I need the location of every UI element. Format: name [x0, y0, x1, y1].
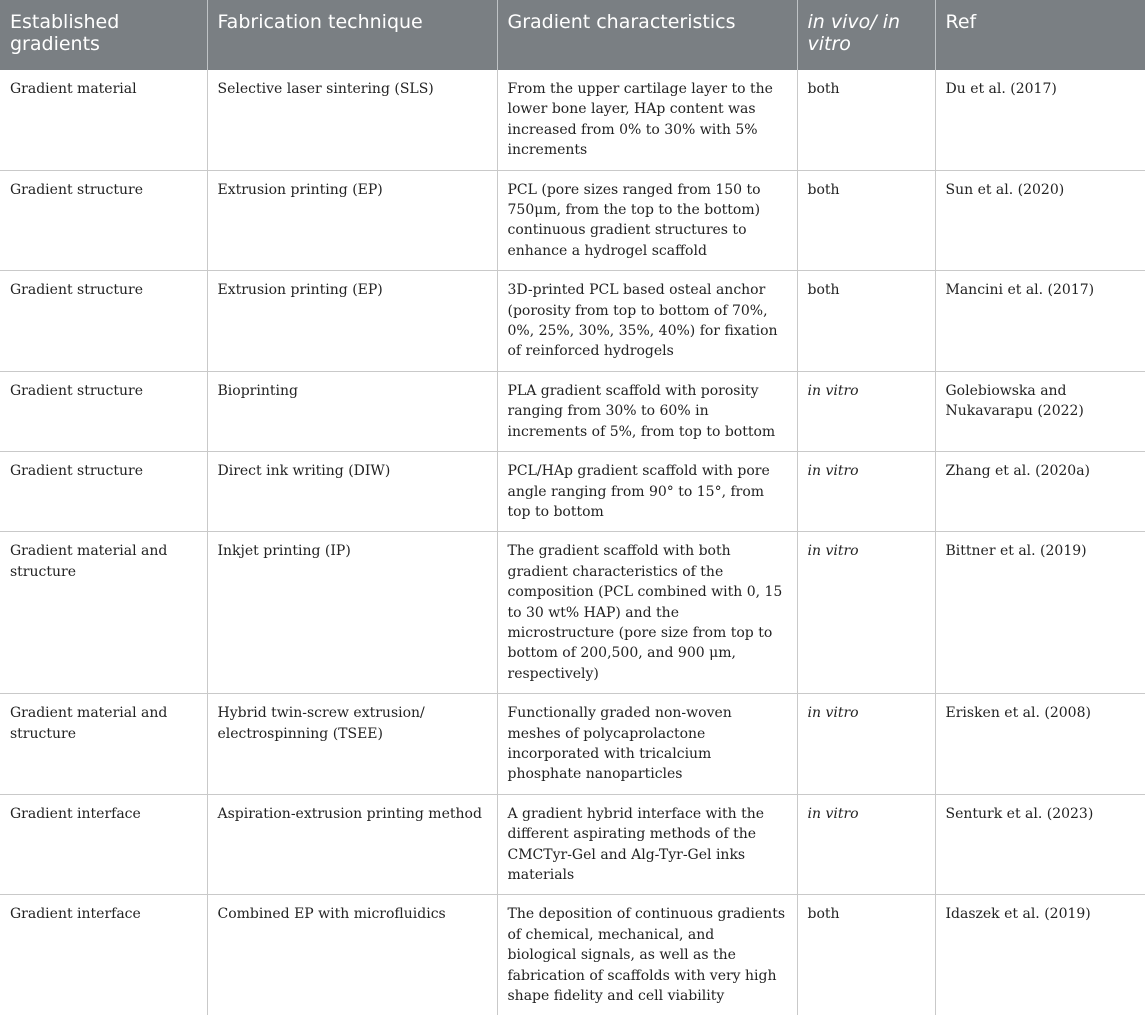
cell-gradient: Gradient material	[0, 70, 207, 170]
table-row	[0, 271, 1145, 372]
cell-gradient: Gradient interface	[10, 906, 141, 923]
cell-characteristics: A gradient hybrid interface with the different aspirating methods of the CMCTyr-Gel and Alg-Tyr-Gel inks materials	[497, 794, 797, 895]
cell-ref: Zhang et al. (2020a)	[935, 452, 1145, 532]
cell-gradient: Gradient material and structure	[0, 694, 207, 795]
table-row	[0, 452, 1145, 532]
header-in-vivo-in-vitro: in vivo/ in vitro	[797, 0, 935, 70]
table-row	[0, 170, 1145, 271]
cell-characteristics: From the upper cartilage layer to the lower bone layer, HAp content was increased from 0% to 30% with 5% increments	[497, 70, 797, 170]
table-row	[0, 532, 1145, 694]
cell-model: both	[797, 895, 935, 1015]
table-row	[0, 794, 1145, 895]
cell-technique: Hybrid twin-screw extrusion/ electrospinning (TSEE)	[207, 694, 497, 795]
cell-model: both	[797, 70, 935, 170]
table-header-row	[0, 0, 1145, 70]
cell-model: both	[797, 170, 935, 271]
cell-ref: Mancini et al. (2017)	[935, 271, 1145, 372]
header-established-gradients: Established gradients	[0, 0, 207, 70]
header-gradient-characteristics: Gradient characteristics	[497, 0, 797, 70]
cell-ref: Bittner et al. (2019)	[935, 532, 1145, 694]
cell-technique: Bioprinting	[207, 371, 497, 451]
cell-gradient: Gradient structure	[0, 271, 207, 372]
cell-technique: Aspiration-extrusion printing method	[207, 794, 497, 895]
cell-model: both	[797, 271, 935, 372]
cell-ref: Idaszek et al. (2019)	[935, 895, 1145, 1015]
cell-model: in vitro	[797, 371, 935, 451]
table-row	[0, 895, 1145, 1015]
cell-technique: Selective laser sintering (SLS)	[207, 70, 497, 170]
cell-model: in vitro	[797, 452, 935, 532]
cell-characteristics: PCL/HAp gradient scaffold with pore angle ranging from 90° to 15°, from top to bottom	[497, 452, 797, 532]
cell-ref: Du et al. (2017)	[935, 70, 1145, 170]
cell-characteristics: PCL (pore sizes ranged from 150 to 750μm, from the top to the bottom) continuous gradient structures to enhance a hydrogel scaffold	[497, 170, 797, 271]
cell-gradient: Gradient structure	[0, 452, 207, 532]
cell-technique: Extrusion printing (EP)	[207, 170, 497, 271]
cell-gradient: Gradient interface	[0, 794, 207, 895]
table-row	[0, 70, 1145, 170]
cell-ref: Senturk et al. (2023)	[935, 794, 1145, 895]
cell-gradient: Gradient structure	[0, 170, 207, 271]
header-ref: Ref	[935, 0, 1145, 70]
cell-characteristics: PLA gradient scaffold with porosity ranging from 30% to 60% in increments of 5%, from top to bottom	[497, 371, 797, 451]
table-row	[0, 371, 1145, 451]
cell-model: in vitro	[797, 794, 935, 895]
cell-characteristics: The gradient scaffold with both gradient characteristics of the composition (PCL combined with 0, 15 to 30 wt% HAP) and the microstructure (pore size from top to bottom of 200,500, and 900 μm, respectively)	[497, 532, 797, 694]
cell-technique: Extrusion printing (EP)	[207, 271, 497, 372]
cell-gradient: Gradient structure	[0, 371, 207, 451]
cell-characteristics: The deposition of continuous gradients of chemical, mechanical, and biological signals, as well as the fabrication of scaffolds with very high shape fidelity and cell viability	[497, 895, 797, 1015]
header-fabrication-technique: Fabrication technique	[207, 0, 497, 70]
cell-technique: Inkjet printing (IP)	[207, 532, 497, 694]
cell-ref: Sun et al. (2020)	[935, 170, 1145, 271]
cell-gradient: Gradient material and structure	[0, 532, 207, 694]
cell-technique: Direct ink writing (DIW)	[207, 452, 497, 532]
cell-characteristics: Functionally graded non-woven meshes of polycaprolactone incorporated with tricalcium phosphate nanoparticles	[497, 694, 797, 795]
cell-model: in vitro	[797, 694, 935, 795]
cell-model: in vitro	[797, 532, 935, 694]
cell-ref: Erisken et al. (2008)	[935, 694, 1145, 795]
table-row	[0, 694, 1145, 795]
cell-characteristics: 3D-printed PCL based osteal anchor (porosity from top to bottom of 70%, 0%, 25%, 30%, 35%, 40%) for fixation of reinforced hydrogels	[497, 271, 797, 372]
cell-technique: Combined EP with microfluidics	[207, 895, 497, 1015]
cell-ref: Golebiowska and Nukavarapu (2022)	[935, 371, 1145, 451]
